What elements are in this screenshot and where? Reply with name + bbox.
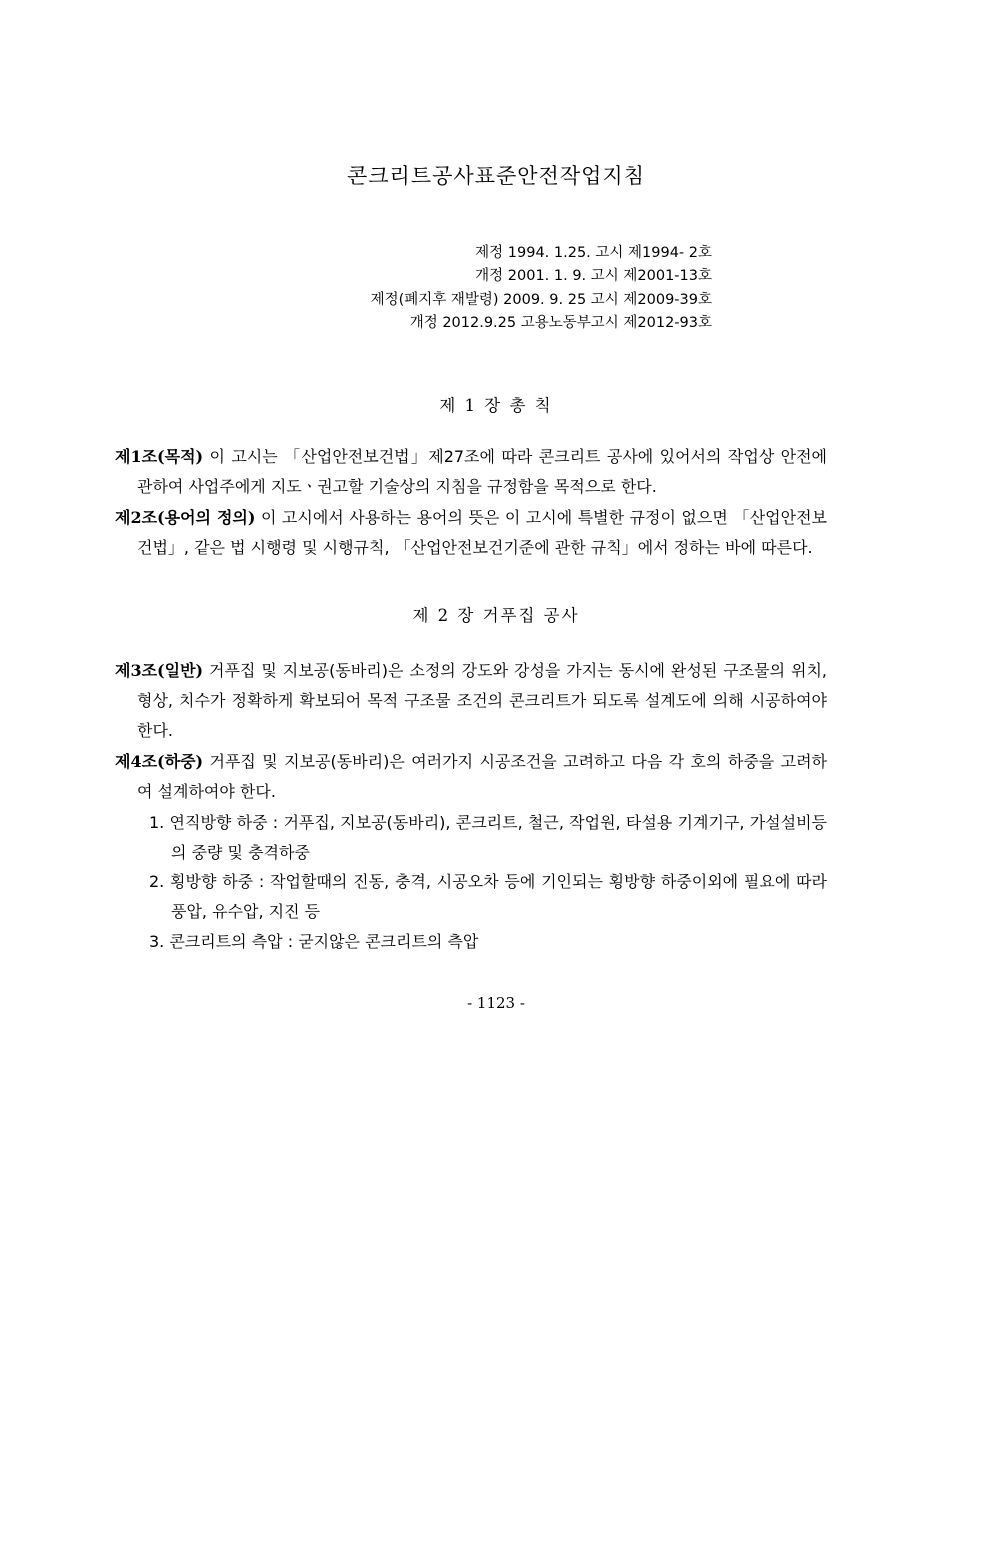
article-3-label: 제3조(일반) [115, 661, 204, 681]
article-3-text: 거푸집 및 지보공(동바리)은 소정의 강도와 강성을 가지는 동시에 완성된 구조물의 위치, 형상, 치수가 정확하게 확보되어 목적 구조물 조건의 콘크리트가 되도록 설계도에 의해 시공하여야 한다. [137, 661, 827, 740]
chapter-heading-2: 제 2 장 거푸집 공사 [412, 606, 580, 626]
article-2-label: 제2조(용어의 정의) [115, 508, 256, 528]
list-item: 2. 횡방향 하중 : 작업할때의 진동, 충격, 시공오차 등에 기인되는 횡방향 하중이외에 필요에 따라 풍압, 유수압, 지진 등 [149, 872, 827, 922]
revision-history [0, 242, 992, 336]
article-2 [115, 503, 827, 562]
article-1-text: 이 고시는 「산업안전보건법」제27조에 따라 콘크리트 공사에 있어서의 작업상 안전에 관하여 사업주에게 지도ㆍ권고할 기술상의 지침을 규정함을 목적으로 한다. [137, 446, 827, 496]
article-1-label: 제1조(목적) [115, 446, 204, 466]
article-2-text: 이 고시에서 사용하는 용어의 뜻은 이 고시에 특별한 규정이 없으면 「산업안전보건법」, 같은 법 시행령 및 시행규칙, 「산업안전보건기준에 관한 규칙」에서 정하는 바에 따른다. [137, 508, 827, 557]
document-page [0, 160, 992, 1563]
chapter-1-body [0, 442, 992, 562]
revision-line: 제정 1994. 1.25. 고시 제1994- 2호 [475, 245, 712, 261]
article-1 [115, 442, 827, 501]
article-3 [115, 656, 827, 745]
chapter-heading-1: 제 1 장 총 칙 [439, 395, 553, 415]
revision-line: 개정 2001. 1. 9. 고시 제2001-13호 [475, 268, 712, 285]
list-item: 3. 콘크리트의 측압 : 굳지않은 콘크리트의 측압 [149, 931, 479, 951]
article-4-item-list [115, 808, 827, 956]
page-title: 콘크리트공사표준안전작업지침 [346, 164, 645, 188]
article-4-text: 거푸집 및 지보공(동바리)은 여러가지 시공조건을 고려하고 다음 각 호의 하중을 고려하여 설계하여야 한다. [137, 752, 827, 801]
chapter-2-body [0, 656, 992, 956]
page-number: - 1123 - [467, 994, 525, 1013]
revision-line: 제정(폐지후 재발령) 2009. 9. 25 고시 제2009-39호 [370, 291, 712, 308]
article-4-label: 제4조(하중) [115, 752, 204, 772]
list-item: 1. 연직방향 하중 : 거푸집, 지보공(동바리), 콘크리트, 철근, 작업원, 타설용 기계기구, 가설설비등의 중량 및 충격하중 [149, 813, 827, 862]
article-4 [115, 747, 827, 806]
revision-line: 개정 2012.9.25 고용노동부고시 제2012-93호 [409, 315, 712, 332]
